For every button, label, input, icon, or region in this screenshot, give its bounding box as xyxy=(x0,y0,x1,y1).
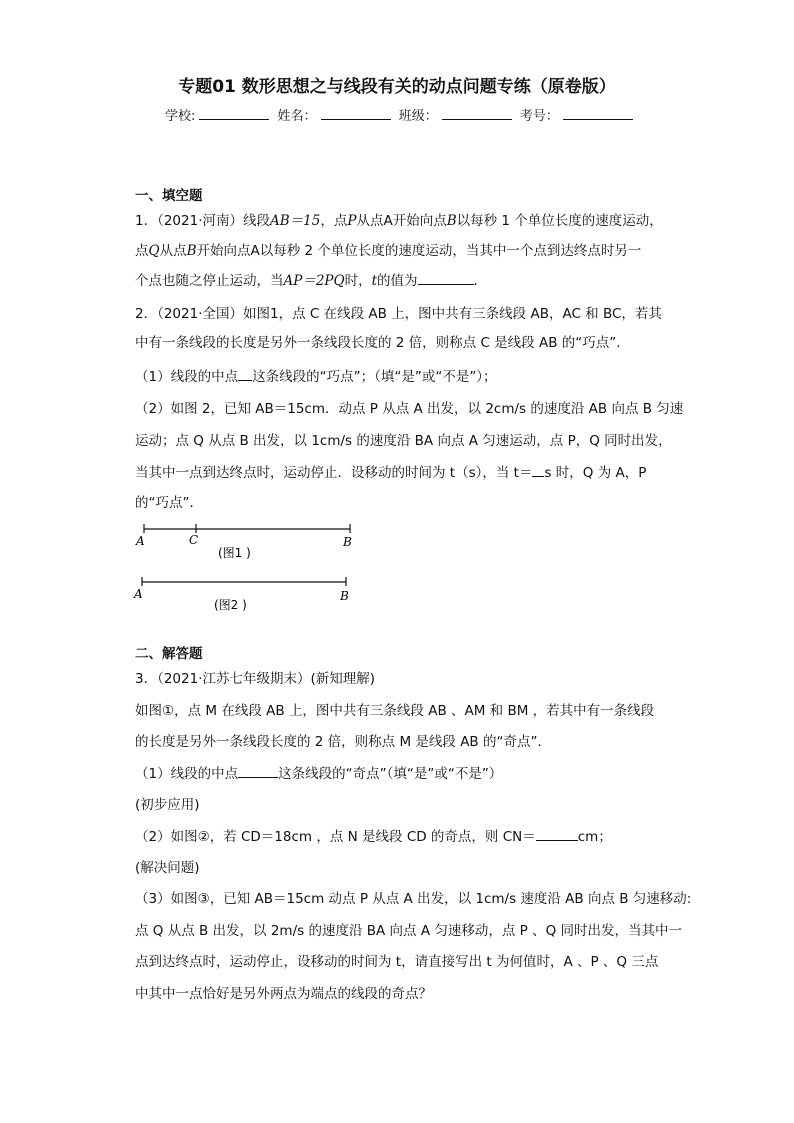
q2-answer-blank-2[interactable] xyxy=(532,464,544,477)
label-a: A xyxy=(136,534,145,548)
q1-text: 从点A开始向点 xyxy=(356,213,447,229)
q2-line-3 xyxy=(135,368,497,386)
page-title: 专题01 数形思想之与线段有关的动点问题专练（原卷版） xyxy=(178,77,616,97)
q1-text: 点 xyxy=(135,243,149,259)
q2-line-2: 中有一条线段的长度是另外一条线段长度的 2 倍，则称点 C 是线段 AB 的“巧点”． xyxy=(135,335,630,351)
q1-text: 开始向点A以每秒 2 个单位长度的速度运动，当其中一个点到达终点时另一 xyxy=(196,243,642,259)
q1-text: 1．（2021·河南）线段 xyxy=(135,213,270,229)
figure-1-caption: (图1 ) xyxy=(218,546,251,560)
q3-text: （1）线段的中点 xyxy=(135,766,239,782)
q3-line-6 xyxy=(135,828,612,846)
q3-line-7: (解决问题) xyxy=(135,860,200,876)
q3-line-9: 点 Q 从点 B 出发，以 2m/s 的速度沿 BA 向点 A 匀速移动，点 P 、Q 同时出发，当其中一 xyxy=(135,923,682,939)
school-label: 学校: xyxy=(165,109,196,124)
exam-no-label: 考号： xyxy=(519,109,559,124)
q1-math-ap: AP＝2PQ xyxy=(283,273,345,289)
q2-text: 这条线段的“巧点”；（填“是”或“不是”）； xyxy=(252,369,497,385)
q1-text: 从点 xyxy=(159,243,187,259)
q3-line-2: 如图①，点 M 在线段 AB 上，图中共有三条线段 AB 、AM 和 BM ，若其中有一条线段 xyxy=(135,703,655,719)
q1-line-3 xyxy=(135,272,487,290)
class-label: 班级： xyxy=(398,109,438,124)
label-a: A xyxy=(134,587,143,601)
q2-line-6 xyxy=(135,464,646,482)
q1-line-2 xyxy=(135,242,641,260)
q1-math-t: t xyxy=(371,273,378,289)
q1-math-b: B xyxy=(186,243,197,259)
q2-line-1: 2．（2021·全国）如图1，点 C 在线段 AB 上，图中共有三条线段 AB，AC 和 BC，若其 xyxy=(135,306,662,322)
q2-text: 当其中一点到达终点时，运动停止．设移动的时间为 t（s），当 t＝ xyxy=(135,465,533,481)
q3-line-3: 的长度是另外一条线段长度的 2 倍，则称点 M 是线段 AB 的“奇点”． xyxy=(135,734,551,750)
q1-line-1 xyxy=(135,212,663,230)
q3-line-5: (初步应用) xyxy=(135,797,200,813)
exam-no-blank[interactable] xyxy=(563,107,633,120)
figure-2 xyxy=(130,573,370,618)
label-b: B xyxy=(340,589,349,603)
q3-answer-blank-1[interactable] xyxy=(238,765,278,778)
label-b: B xyxy=(343,535,352,549)
q1-math-q: Q xyxy=(148,243,160,259)
q1-text: 以每秒 1 个单位长度的速度运动， xyxy=(456,213,663,229)
q1-text: ，点 xyxy=(320,213,348,229)
section-heading-answer: 二、解答题 xyxy=(135,646,203,662)
q1-math-p: P xyxy=(347,213,357,229)
q1-text: ． xyxy=(473,273,488,289)
q1-answer-blank[interactable] xyxy=(418,272,474,285)
q1-math-ab: AB＝15 xyxy=(270,213,321,229)
q3-text: （2）如图②，若 CD＝18cm ，点 N 是线段 CD 的奇点，则 CN＝ xyxy=(135,829,536,845)
q1-math-b: B xyxy=(446,213,457,229)
q1-text: 个点也随之停止运动，当 xyxy=(135,273,284,289)
class-blank[interactable] xyxy=(442,107,512,120)
q2-text: s 时，Q 为 A，P xyxy=(544,465,647,481)
q3-line-11: 中其中一点恰好是另外两点为端点的线段的奇点？ xyxy=(135,986,432,1002)
figure-1 xyxy=(130,520,370,565)
q2-line-4: （2）如图 2，已知 AB＝15cm．动点 P 从点 A 出发，以 2cm/s 的速度沿 AB 向点 B 匀速 xyxy=(135,401,684,417)
q3-line-8: （3）如图③，已知 AB＝15cm 动点 P 从点 A 出发，以 1cm/s 速度沿 AB 向点 B 匀速移动: xyxy=(135,891,692,907)
figure-2-caption: (图2 ) xyxy=(214,598,247,612)
q2-line-7: 的“巧点”． xyxy=(135,495,203,511)
q1-text: 时， xyxy=(344,273,372,289)
label-c: C xyxy=(189,533,199,547)
q3-text: 这条线段的“奇点”（填“是”或“不是”） xyxy=(278,766,503,782)
q3-text: cm； xyxy=(577,829,612,845)
q2-text: （1）线段的中点 xyxy=(135,369,239,385)
q1-text: 的值为 xyxy=(377,273,418,289)
q3-answer-blank-2[interactable] xyxy=(536,828,578,841)
q3-line-10: 点到达终点时，运动停止，设移动的时间为 t，请直接写出 t 为何值时，A 、P 、Q 三点 xyxy=(135,954,659,970)
q2-line-5: 运动；点 Q 从点 B 出发，以 1cm/s 的速度沿 BA 向点 A 匀速运动，点 P，Q 同时出发， xyxy=(135,433,672,449)
section-heading-fill-in: 一、填空题 xyxy=(135,188,203,204)
school-blank[interactable] xyxy=(199,107,269,120)
q2-answer-blank-1[interactable] xyxy=(238,368,252,381)
q3-line-4 xyxy=(135,765,502,783)
name-blank[interactable] xyxy=(321,107,391,120)
student-info-line xyxy=(165,105,637,124)
name-label: 姓名： xyxy=(277,109,317,124)
q3-line-1: 3．（2021·江苏七年级期末）(新知理解) xyxy=(135,671,376,687)
